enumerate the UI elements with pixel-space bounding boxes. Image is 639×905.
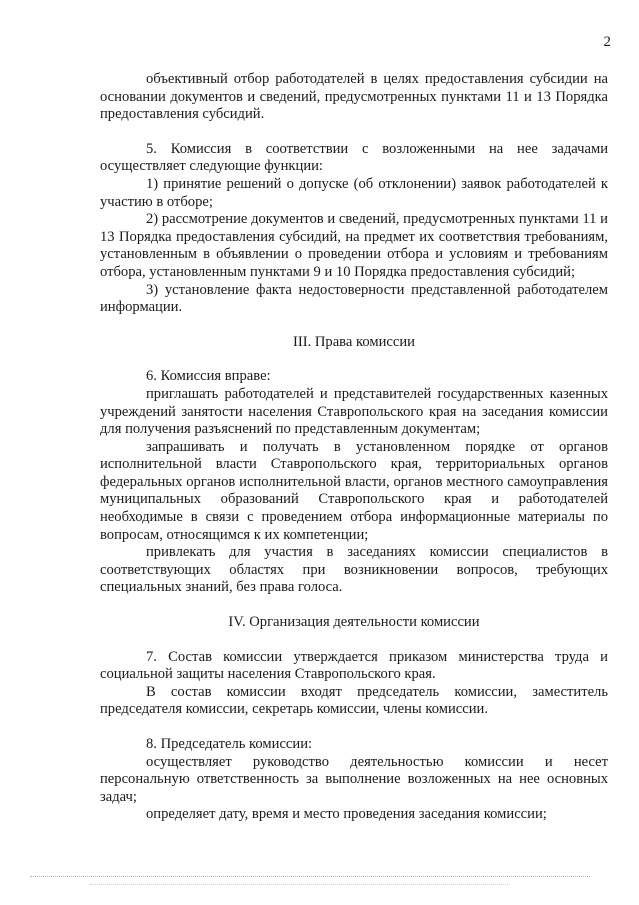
- scan-artifact-line: [90, 884, 510, 885]
- paragraph: 7. Состав комиссии утверждается приказом министерства труда и социальной защиты населения Ставропольского края.: [100, 648, 608, 683]
- paragraph: В состав комиссии входят председатель комиссии, заместитель председателя комиссии, секретарь комиссии, члены комиссии.: [100, 683, 608, 718]
- paragraph-spacer: [100, 351, 608, 368]
- paragraph-spacer: [100, 632, 608, 649]
- paragraph: 1) принятие решений о допуске (об отклонении) заявок работодателей к участию в отборе;: [100, 175, 608, 210]
- paragraph: 5. Комиссия в соответствии с возложенными на нее задачами осуществляет следующие функции:: [100, 140, 608, 175]
- paragraph-spacer: [100, 124, 608, 141]
- paragraph: привлекать для участия в заседаниях комиссии специалистов в соответствующих областях при возникновении вопросов, требующих специальных знаний, без права голоса.: [100, 544, 608, 596]
- paragraph-spacer: [100, 719, 608, 736]
- section-heading: III. Права комиссии: [292, 333, 415, 350]
- paragraph: объективный отбор работодателей в целях предоставления субсидии на основании документов и сведений, предусмотренных пунктами 11 и 13 Порядка предоставления субсидий.: [100, 71, 608, 123]
- paragraph: осуществляет руководство деятельностью комиссии и несет персональную ответственность за выполнение возложенных на нее основных задач;: [100, 753, 608, 805]
- page-number: 2: [603, 34, 611, 50]
- document-body: [100, 71, 608, 824]
- paragraph: 8. Председатель комиссии:: [146, 736, 313, 752]
- paragraph: запрашивать и получать в установленном порядке от органов исполнительной власти Ставропольского края, территориальных органов федеральных органов исполнительной власти, органов местного самоуправления муниципальных образований Ставропольского края и работодателей необходимые в связи с проведением отбора информационные материалы по вопросам, относящимся к их компетенции;: [100, 438, 608, 543]
- paragraph: определяет дату, время и место проведения заседания комиссии;: [146, 806, 547, 823]
- paragraph-spacer: [100, 317, 608, 334]
- paragraph: 6. Комиссия вправе:: [146, 368, 271, 385]
- paragraph: 3) установление факта недостоверности представленной работодателем информации.: [100, 281, 608, 316]
- section-heading: IV. Организация деятельности комиссии: [228, 614, 480, 631]
- paragraph: приглашать работодателей и представителей государственных казенных учреждений занятости населения Ставропольского края на заседания комиссии для получения разъяснений по представленным документам;: [100, 385, 608, 438]
- paragraph-spacer: [100, 597, 608, 614]
- paragraph: 2) рассмотрение документов и сведений, предусмотренных пунктами 11 и 13 Порядка предоставления субсидий, на предмет их соответствия требованиям, установленным в объявлении о проведении отбора и условиям и требованиям отбора, установленным пунктами 9 и 10 Порядка предоставления субсидий;: [100, 211, 608, 280]
- scan-artifact-line: [30, 876, 590, 877]
